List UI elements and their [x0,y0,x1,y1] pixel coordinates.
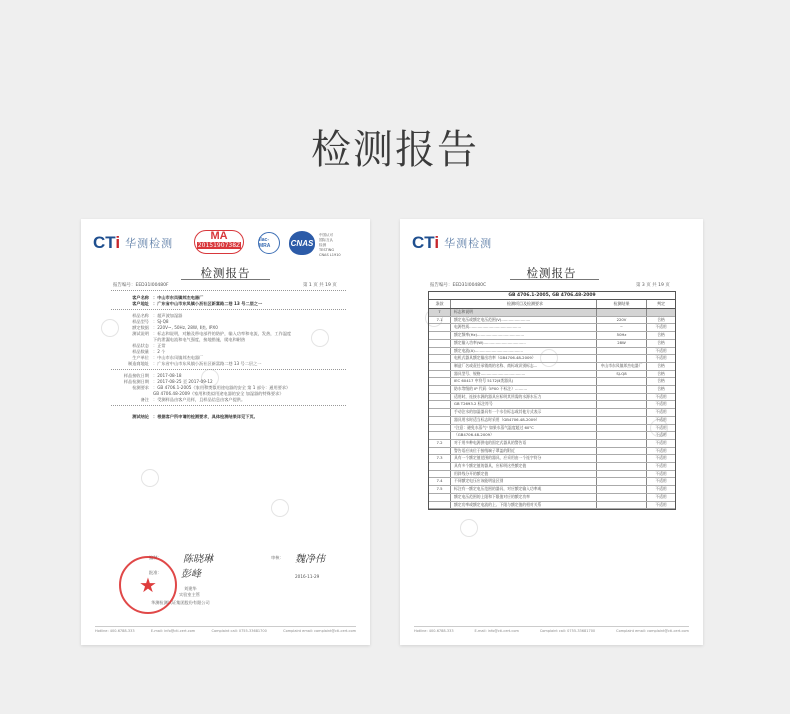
table-cell: 不同额定电压应该能明显区别 [451,478,597,485]
table-cell: SJ-Q8 [597,371,647,378]
table-cell: 制造厂名或责任承销商的名称、商标或识别标志... [451,363,597,370]
signature-reviewer: 魏净伟 [295,554,325,565]
table-cell: 50Hz [597,332,647,339]
table-cell: 7.1 [429,317,451,324]
field-row [111,301,351,307]
table-cell: 额定功率或额定电流的上、下限与额定值的相对关系 [451,502,597,509]
table-cell: 警告语应该位于接线端子罩盖的附近 [451,448,597,455]
table-row [429,378,675,386]
field-value: ：中山市东凤镇邦杰电器厂 [153,295,204,300]
cti-logo [93,233,173,253]
table-cell: 合格 [657,332,665,338]
table-cell: 额定频率(Hz)....................................... [451,332,597,339]
table-cell: 不适用 [655,486,667,492]
field-key: 客户地址 [132,301,149,306]
table-cell [429,417,451,424]
sig-caption: 编制： [149,555,162,560]
table-cell: 不适用 [655,439,667,445]
field-value: ：超声波加湿器 [153,313,183,318]
table-cell: 220V [597,317,647,324]
table-row [429,363,675,371]
field-value: ：标志和说明，对触及带电部件的防护，输入功率和电流，发热，工作温度 [153,331,292,336]
table-row [429,440,675,448]
table-caption: GB 4706.1-2005, GB 4706.48-2009 [429,292,675,300]
watermark-icon [460,519,478,537]
table-row [429,371,675,379]
table-row [429,478,675,486]
table-cell: 7.2 [429,440,451,447]
table-cell [429,425,451,432]
table-cell [597,355,647,362]
table-cell: IEC 60417 中符号 5172(Ⅱ类器具) [451,378,597,385]
field-key: 客户名称 [132,295,149,300]
table-cell: 电源性质........................................... [451,324,597,331]
table-cell: 电机式器具额定输出功率（GB4706.48-2009） [451,355,597,362]
approver-title: 实验室主管 [179,592,200,597]
doc-footer [414,626,689,633]
field-key: 样品数量 [132,349,149,354]
table-row [429,463,675,471]
page-number: 第 3 页 共 19 页 [636,283,670,288]
table-row [429,394,675,402]
sig-caption: 审核： [271,555,284,560]
cnas-testing-label: 中国认可 国际互认 检测 TESTING CNAS L1910 [319,233,341,257]
field-row [111,397,351,403]
table-row [429,417,675,425]
table-cell: 合格 [657,362,665,368]
cti-logo [412,233,492,253]
field-key: 测试说明 [132,331,149,336]
table-cell [597,463,647,470]
table-cell [597,425,647,432]
field-key: 额定数据 [132,325,149,330]
report-cover-page[interactable] [81,219,370,645]
col-header-verdict: 判定 [657,301,665,306]
field-key: 样品接收日期 [123,373,149,378]
table-cell: 器具用水时适当标志时采用（GB4706.48-2009） [451,417,597,424]
table-header [429,300,675,309]
table-cell: ~ [597,324,647,331]
field-value: ：220V~, 50Hz, 28W, Ⅱ类, IPX0 [153,325,218,330]
table-cell [597,348,647,355]
table-cell [597,401,647,408]
table-cell: 合格 [657,378,665,384]
table-cell: 具有一个额定值范围的器具，应采用由一个连字符分 [451,455,597,462]
table-cell [429,502,451,509]
field-value: ：中山市东凤镇邦杰电器厂 [153,355,204,360]
table-cell: 不适用 [655,470,667,476]
ma-cert-icon [194,230,244,254]
table-cell [597,378,647,385]
table-cell: 不适用 [655,424,667,430]
table-cell [429,471,451,478]
table-row [429,486,675,494]
field-value: ：受测样品由客户送样，且样品信息由客户提供。 [153,397,246,402]
report-fields [111,295,351,420]
table-row [429,425,675,433]
report-number: 报告编号：EED31I00480C [430,283,487,288]
table-cell: 7.5 [429,486,451,493]
table-cell: 不适用 [655,355,667,361]
cti-logo-cn: 华测检测 [125,237,174,250]
cti-logo-text: CTi [412,233,440,252]
table-cell [429,332,451,339]
table-row [429,455,675,463]
table-cell [597,394,647,401]
table-cell: 适用时，连接水源的器具应标明其所需的水源水压力 [451,394,597,401]
ilac-mra-icon: ilac-MRA [258,232,280,254]
table-cell [429,348,451,355]
table-cell: 不适用 [655,416,667,422]
table-row [429,324,675,332]
report-number: 报告编号：EED31I00480F [113,283,169,288]
table-cell [597,309,647,316]
table-row [429,471,675,479]
table-cell [597,471,647,478]
table-row [429,309,675,317]
table-cell: 合格 [657,339,665,345]
field-value: ：2017-08-25 至 2017-09-12 [153,379,213,384]
ma-number: 2015190738Z [197,242,241,249]
divider [111,290,346,291]
table-row [429,409,675,417]
table-row [429,386,675,394]
table-cell: （GB4706.48-2009） [451,432,597,439]
table-cell: 不适用 [655,393,667,399]
table-cell: 合格 [657,370,665,376]
table-cell [597,432,647,439]
doc-footer [95,626,356,633]
table-row [429,494,675,502]
table-cell [597,478,647,485]
divider [111,405,346,406]
report-title: 检测报告 [200,266,251,280]
report-title: 检测报告 [526,266,577,280]
seal-star: ★ [139,573,157,597]
table-cell: 具有多个额定值的器具，应标明这些额定值 [451,463,597,470]
table-cell: 手动注水的加湿器具有一个水位标志或其他方式表示 [451,409,597,416]
table-row [429,355,675,363]
table-cell [597,440,647,447]
field-key: 样品状态 [132,343,149,348]
field-key: 测试结论 [132,414,149,419]
title-underline [510,279,599,280]
table-cell: 7 [429,309,451,316]
field-key: 检测要求 [132,385,149,390]
table-cell: 用斜线分开的额定值 [451,471,597,478]
field-value: ：正常 [153,343,166,348]
table-cell [597,417,647,424]
table-cell [429,409,451,416]
table-cell: 不适用 [655,324,667,330]
page-number: 第 1 页 共 19 页 [303,283,337,288]
approver-name: 刘建华 [184,586,197,591]
table-row [429,332,675,340]
field-value: ：2 个 [153,349,166,354]
field-key: 生产单位 [132,355,149,360]
table-cell [647,309,675,316]
table-cell: 不适用 [655,401,667,407]
table-row [429,502,675,510]
table-row [429,401,675,409]
table-cell: 不适用 [655,447,667,453]
field-value: ：广东省中山市东凤镇小沥社区新富路二巷 13 号二层之一 [153,361,262,366]
field-value: ：广东省中山市东凤镇小沥社区新富路二巷 13 号二层之一 [153,301,263,306]
table-cell [429,386,451,393]
footer-item: Complaint call: 0755-33681700 [211,629,267,633]
field-value: GB 4706.48-2009《家用和类似用途电器的安全 加湿器的特殊要求》 [153,391,284,396]
company-seal-icon [119,556,177,614]
table-cell [597,409,647,416]
footer-item: E-mail: info@cti-cert.com [474,629,519,633]
field-value: ：GB 4706.1-2005《家用和类似用途电器的安全 第 1 部分：通用要求》 [153,385,291,390]
sig-caption: 批准： [149,570,162,575]
divider [111,369,346,370]
table-cell: 不适用 [655,432,667,438]
table-cell [429,394,451,401]
issue-date: 2016-11-29 [295,574,320,579]
field-value: ：根据客户所申请的检测要求，具体检测结果详见下页。 [153,414,258,419]
cti-logo-cn: 华测检测 [444,237,493,250]
signature-approver: 彭峰 [181,569,201,580]
table-row [429,432,675,440]
table-cell: 额定输入功率(W)................................... [451,340,597,347]
table-cell [429,401,451,408]
table-cell [429,378,451,385]
table-cell: 额定电压或额定电压范围(V)........................ [451,317,597,324]
table-cell [429,324,451,331]
table-cell: 不适用 [655,501,667,507]
report-detail-page[interactable] [400,219,703,645]
field-value: ：2017-08-18 [153,373,182,378]
table-cell [429,355,451,362]
footer-item: Complaint email: complaint@cti-cert.com [283,629,356,633]
table-cell [597,486,647,493]
table-cell [429,494,451,501]
table-cell: 额定电流(A)........................................ [451,348,597,355]
table-cell [597,448,647,455]
company-name: 华测检测认证集团股份有限公司 [151,600,210,605]
table-cell: 不适用 [655,455,667,461]
field-row [111,361,351,367]
col-header-clause: 条款 [429,300,451,308]
test-conclusion [111,414,351,420]
page-title: 检测报告 [311,127,479,173]
watermark-icon [271,499,289,517]
table-cell: 不适用 [655,493,667,499]
table-cell: 7.3 [429,455,451,462]
table-cell: 不适用 [655,463,667,469]
table-row [429,348,675,356]
table-cell [429,363,451,370]
cnas-icon: CNAS [289,231,315,255]
title-underline [181,279,270,280]
table-cell: 28W [597,340,647,347]
cti-logo-text: CTi [93,233,121,252]
table-cell: 合格 [657,386,665,392]
col-header-result: 检测结果 [597,300,647,308]
table-cell [429,371,451,378]
table-cell: 不适用 [655,478,667,484]
table-cell: 对于用多种电源供电的固定式器具的警告语 [451,440,597,447]
table-cell [429,463,451,470]
ma-label: MA [210,230,228,242]
field-key: 备注 [140,397,149,402]
test-result-table [428,291,676,510]
footer-item: Hotline: 400-6788-333 [95,629,135,633]
table-cell [597,455,647,462]
table-cell: 器具型号、规格..................................... [451,371,597,378]
field-key: 样品名称 [132,313,149,318]
table-row [429,448,675,456]
field-value: ：SJ-Q8 [153,319,169,324]
table-cell: 中山市东凤镇邦杰电器厂 [597,363,647,370]
table-cell [429,340,451,347]
table-cell: 不适用 [655,347,667,353]
table-cell [597,386,647,393]
table-cell: 额定电压范围的上限和下限值对应的额定功率 [451,494,597,501]
table-cell [597,494,647,501]
table-cell [597,502,647,509]
table-cell [429,432,451,439]
table-cell: 标注有一额定电压范围的器具，对应额定输入功率或 [451,486,597,493]
footer-item: Complaint email: complaint@cti-cert.com [616,629,689,633]
field-value: 下的泄漏电流和电气强度，接地措施，爬电和耐热 [153,337,246,342]
field-key: 样品检测日期 [123,379,149,384]
table-cell: 7.4 [429,478,451,485]
table-row [429,340,675,348]
table-row [429,317,675,325]
table-cell: "注意：避免水蒸气" 如果水蒸气温度超过 60°C [451,425,597,432]
divider [111,309,346,310]
footer-item: E-mail: info@cti-cert.com [150,629,196,633]
footer-item: Hotline: 400-6788-333 [414,629,454,633]
table-cell: 合格 [657,316,665,322]
signature-compiler: 陈晓琳 [183,554,213,565]
table-cell: 不适用 [655,409,667,415]
table-cell: GB T2693.2 标注符号 [451,401,597,408]
watermark-icon [141,469,159,487]
table-cell: 标志和说明 [451,309,597,316]
field-key: 样品型号 [132,319,149,324]
col-header-item: 检测项目及检测要求 [451,300,597,308]
footer-item: Complaint call: 0755-33681700 [539,629,596,633]
table-cell: 防水等级的 IP 代码（IPX0 不标注）.......... [451,386,597,393]
table-cell [429,448,451,455]
field-key: 制造商地址 [128,361,149,366]
